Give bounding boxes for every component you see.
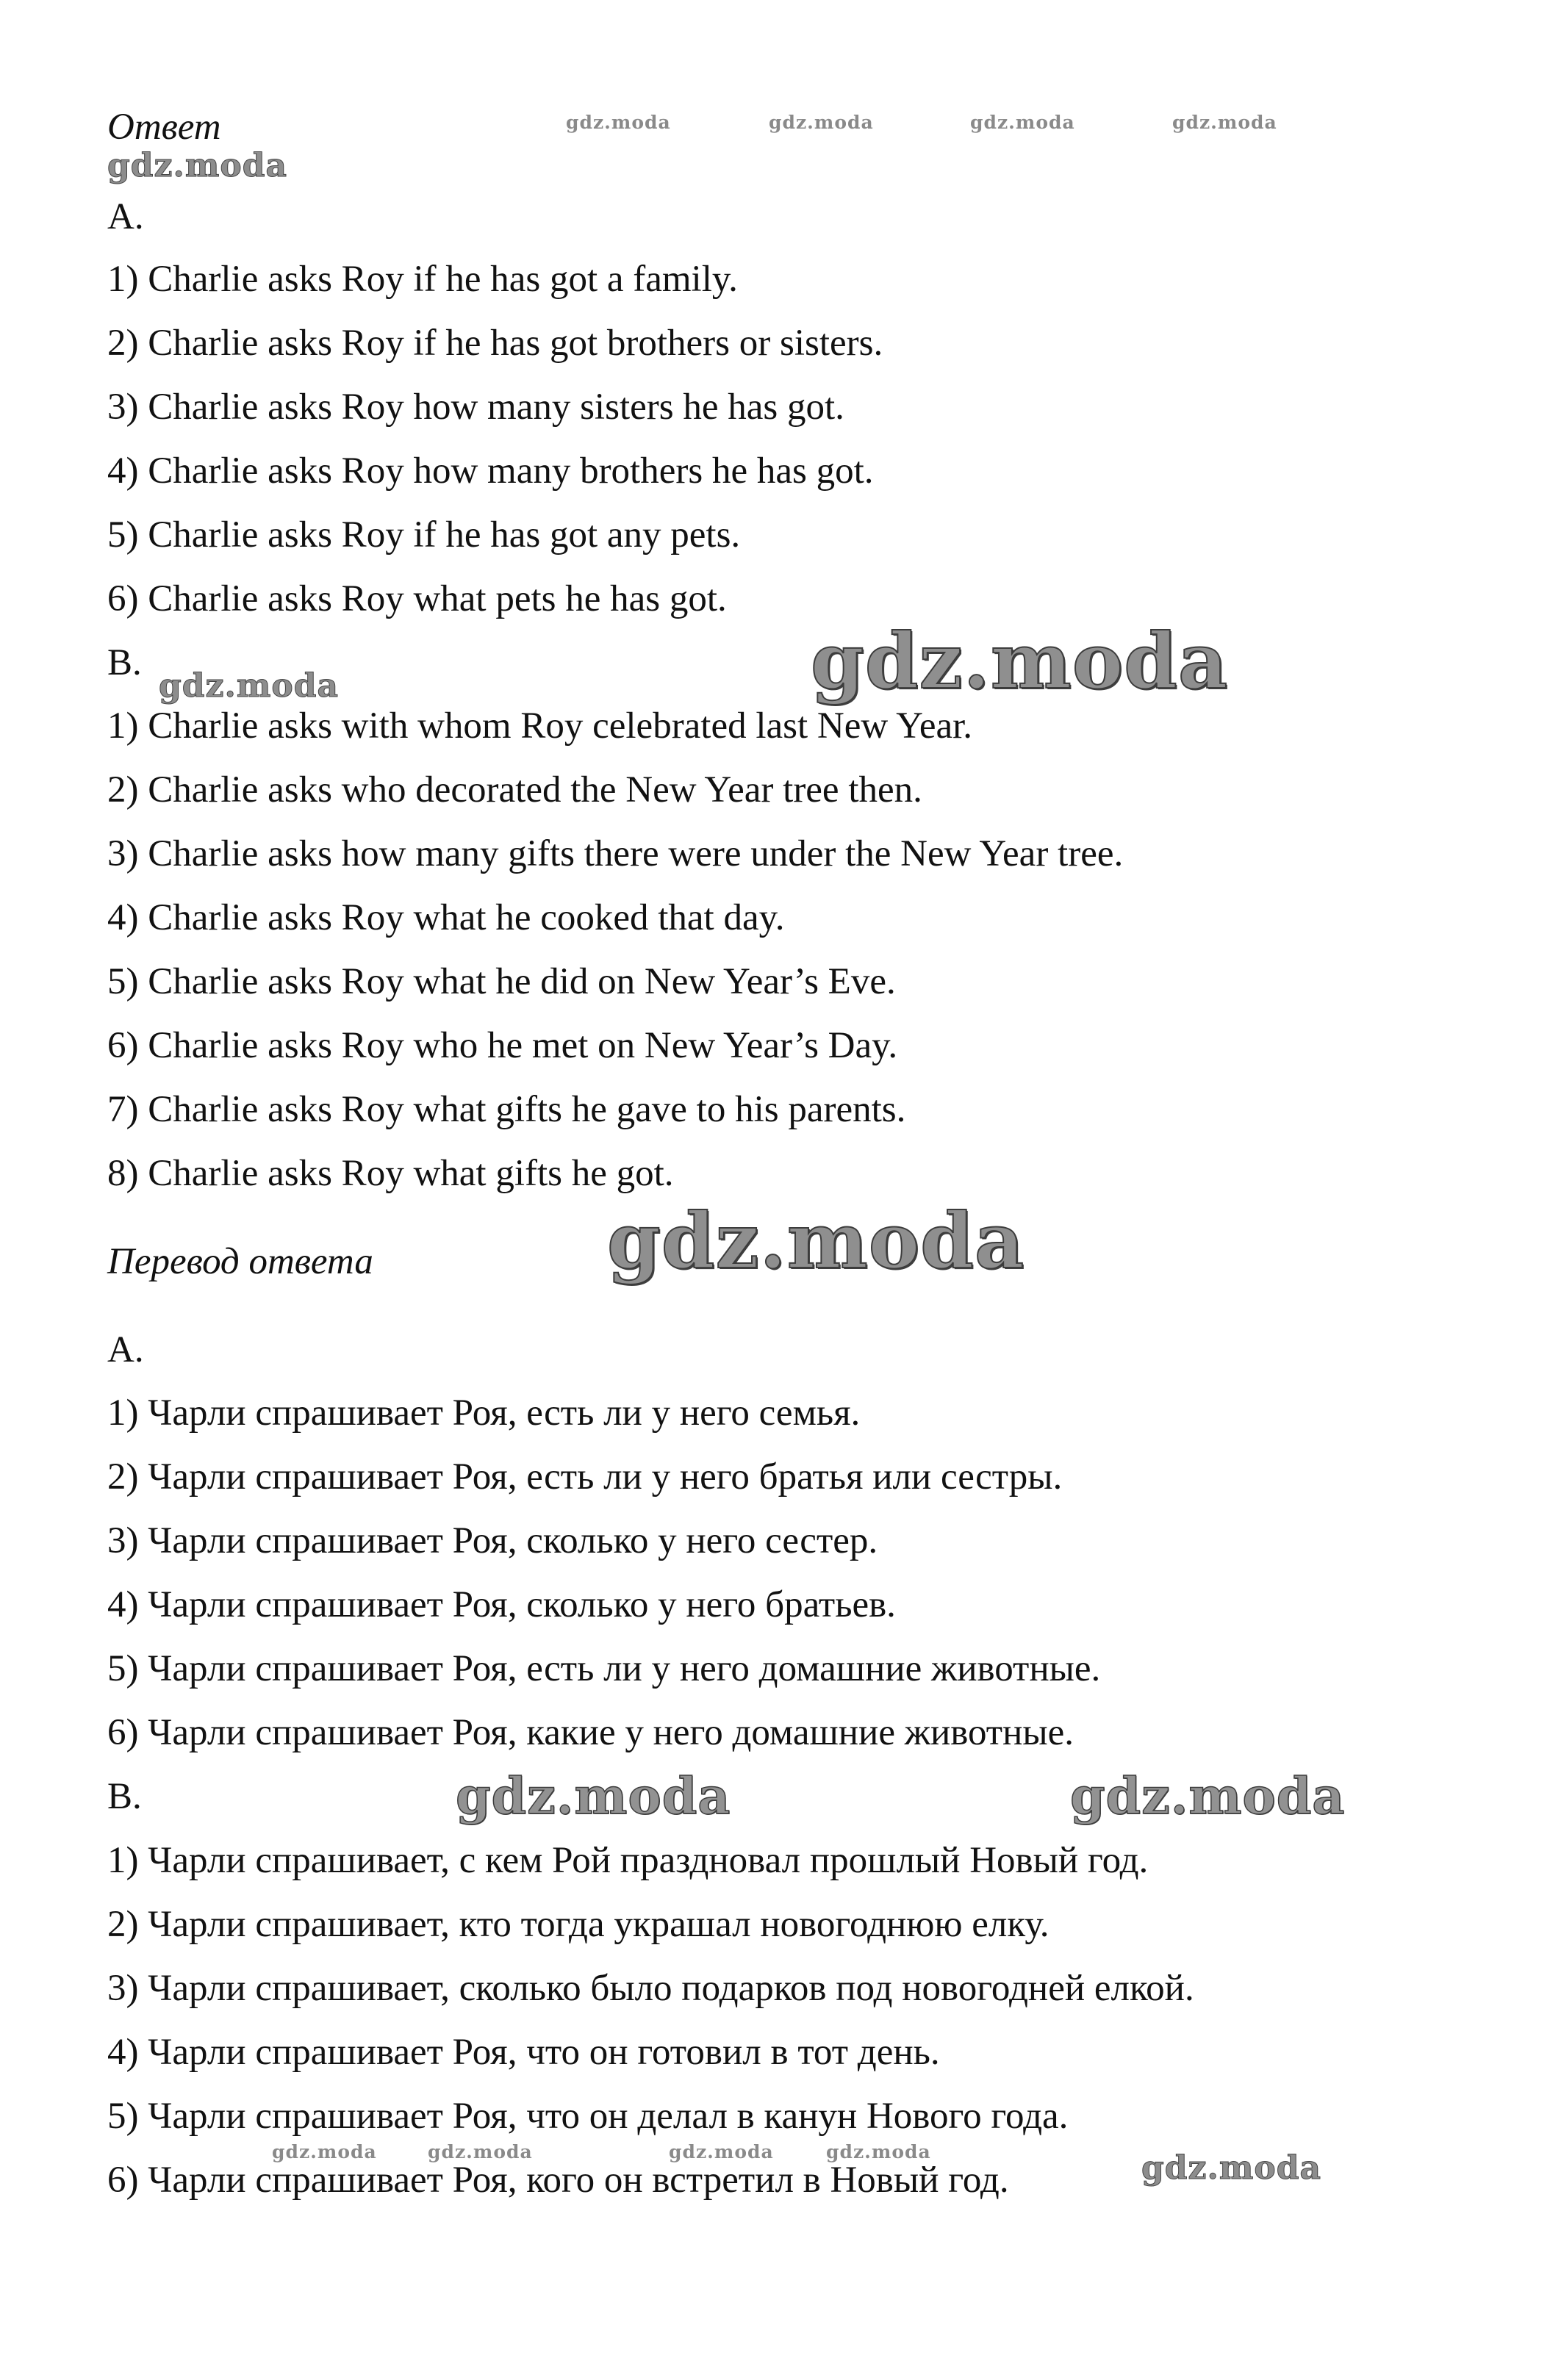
answer-a-item-3: 3) Charlie asks Roy how many sisters he has got. <box>107 387 844 428</box>
translation-heading: Перевод ответа <box>107 1241 373 1282</box>
answer-b-item-5: 5) Charlie asks Roy what he did on New Year’s Eve. <box>107 961 896 1002</box>
answer-heading: Ответ <box>107 107 221 148</box>
translation-section-b-label: B. <box>107 1776 142 1817</box>
answer-b-item-1: 1) Charlie asks with whom Roy celebrated last New Year. <box>107 705 973 747</box>
answer-b-item-8: 8) Charlie asks Roy what gifts he got. <box>107 1153 674 1194</box>
answer-a-item-5: 5) Charlie asks Roy if he has got any pets. <box>107 514 741 556</box>
watermark-medium: gdz.moda <box>456 1767 731 1826</box>
translation-a-item-4: 4) Чарли спрашивает Роя, сколько у него братьев. <box>107 1584 896 1625</box>
watermark-tiny: gdz.moda <box>669 2141 774 2163</box>
answer-section-a-label: A. <box>107 196 144 237</box>
answer-a-item-6: 6) Charlie asks Roy what pets he has got. <box>107 578 727 619</box>
watermark-tiny: gdz.moda <box>769 112 874 133</box>
translation-section-a-label: A. <box>107 1329 144 1370</box>
translation-b-item-4: 4) Чарли спрашивает Роя, что он готовил в тот день. <box>107 2032 940 2073</box>
answer-b-item-3: 3) Charlie asks how many gifts there were under the New Year tree. <box>107 833 1124 874</box>
watermark-tiny: gdz.moda <box>566 112 671 133</box>
translation-a-item-1: 1) Чарли спрашивает Роя, есть ли у него семья. <box>107 1392 861 1434</box>
translation-a-item-2: 2) Чарли спрашивает Роя, есть ли у него братья или сестры. <box>107 1456 1063 1498</box>
watermark-large: gdz.moda <box>811 616 1229 706</box>
watermark-tiny: gdz.moda <box>826 2141 931 2163</box>
watermark-tiny: gdz.moda <box>272 2141 377 2163</box>
answer-b-item-7: 7) Charlie asks Roy what gifts he gave to his parents. <box>107 1089 906 1130</box>
translation-a-item-5: 5) Чарли спрашивает Роя, есть ли у него домашние животные. <box>107 1648 1101 1689</box>
translation-a-item-6: 6) Чарли спрашивает Роя, какие у него домашние животные. <box>107 1712 1074 1753</box>
translation-b-item-5: 5) Чарли спрашивает Роя, что он делал в канун Нового года. <box>107 2096 1069 2137</box>
watermark-small: gdz.moda <box>1141 2149 1322 2187</box>
answer-b-item-2: 2) Charlie asks who decorated the New Year tree then. <box>107 769 922 810</box>
watermark-tiny: gdz.moda <box>970 112 1075 133</box>
translation-b-item-2: 2) Чарли спрашивает, кто тогда украшал новогоднюю елку. <box>107 1904 1050 1945</box>
translation-b-item-3: 3) Чарли спрашивает, сколько было подарков под новогодней елкой. <box>107 1968 1194 2009</box>
answer-section-b-label: B. <box>107 642 142 683</box>
answer-a-item-1: 1) Charlie asks Roy if he has got a family. <box>107 259 738 300</box>
answer-b-item-4: 4) Charlie asks Roy what he cooked that day. <box>107 897 785 938</box>
watermark-small: gdz.moda <box>107 147 288 184</box>
answer-a-item-2: 2) Charlie asks Roy if he has got brothers or sisters. <box>107 323 883 364</box>
watermark-tiny: gdz.moda <box>428 2141 533 2163</box>
watermark-small: gdz.moda <box>159 667 340 705</box>
watermark-tiny: gdz.moda <box>1172 112 1277 133</box>
answer-b-item-6: 6) Charlie asks Roy who he met on New Year’s Day. <box>107 1025 898 1066</box>
translation-b-item-1: 1) Чарли спрашивает, с кем Рой праздновал прошлый Новый год. <box>107 1840 1149 1881</box>
watermark-medium: gdz.moda <box>1070 1767 1346 1826</box>
answer-a-item-4: 4) Charlie asks Roy how many brothers he has got. <box>107 450 874 492</box>
watermark-large: gdz.moda <box>607 1196 1025 1286</box>
translation-b-item-6: 6) Чарли спрашивает Роя, кого он встретил в Новый год. <box>107 2160 1009 2201</box>
translation-a-item-3: 3) Чарли спрашивает Роя, сколько у него сестер. <box>107 1520 878 1561</box>
